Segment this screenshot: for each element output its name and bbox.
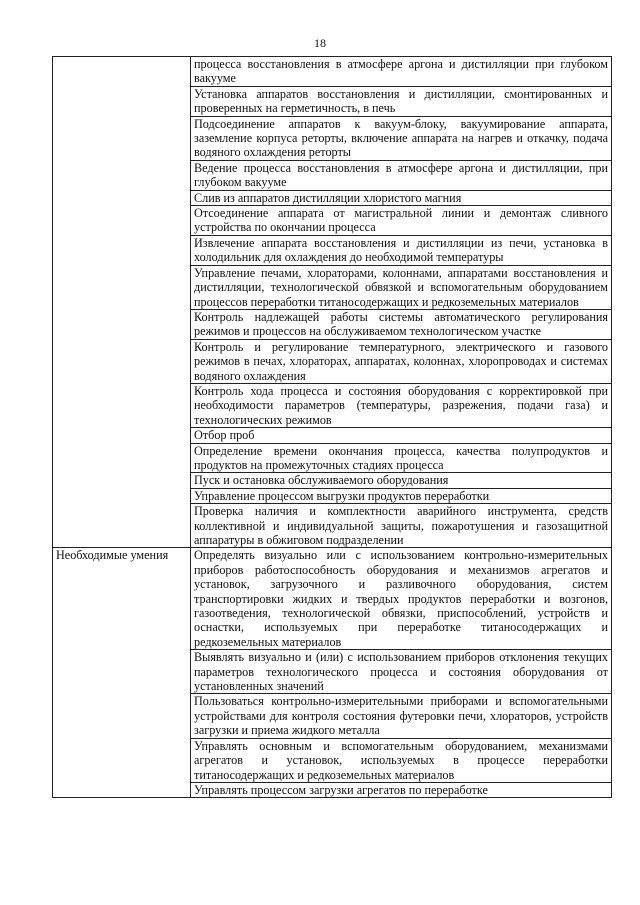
cell-text: Управлять процессом загрузки агрегатов по переработке [194, 782, 488, 797]
table-cell [191, 548, 612, 650]
section-label [53, 57, 191, 548]
table-cell [191, 473, 612, 488]
cell-text: Управление печами, хлораторами, колоннами, аппаратами восстановления и дистилляции, технологической обвязкой и вспомогательным оборудованием процессов переработки титаносодержащих и редкоземельных материалов [194, 265, 608, 309]
cell-text: Определение времени окончания процесса, качества полупродуктов и продуктов на промежуточных стадиях процесса [194, 443, 608, 472]
table-cell [191, 443, 612, 473]
cell-text: Проверка наличия и комплектности аварийного инструмента, средств коллективной и индивидуальной защиты, пожаротушения и газозащитной аппаратуры в обжиговом подразделении [194, 504, 608, 547]
table-cell [191, 309, 612, 339]
cell-text: Установка аппаратов восстановления и дистилляции, смонтированных и проверенных на герметичность, в печь [194, 86, 608, 116]
cell-text: Отбор проб [194, 428, 255, 443]
cell-text: Определять визуально или с использованием контрольно-измерительных приборов работоспособность оборудования и механизмов агрегатов и установок, загрузочного и разливочного оборудования, систем транспортировки жидких и твердых продуктов переработки и возгонов, газоотведения, технологической обвязки, приспособлений, устройств и оснастки, используемых при переработке титаносодержащих и редкоземельных материалов [194, 548, 608, 649]
cell-text: Пуск и остановка обслуживаемого оборудования [194, 473, 449, 488]
table-cell [191, 235, 612, 265]
page-number: 18 [314, 36, 326, 50]
table-cell [191, 160, 612, 190]
cell-text: Отсоединение аппарата от магистральной линии и демонтаж сливного устройства по окончании процесса [194, 206, 608, 235]
cell-text: Извлечение аппарата восстановления и дистилляции из печи, установка в холодильник для охлаждения до необходимой температуры [194, 235, 608, 265]
section-label: Необходимые умения [53, 548, 191, 798]
cell-text: Ведение процесса восстановления в атмосфере аргона и дистилляции, при глубоком вакууме [194, 160, 608, 190]
cell-text: Пользоваться контрольно-измерительными приборами и вспомогательными устройствами для контроля состояния футеровки печи, хлораторов, устройств загрузки и приема жидкого металла [194, 694, 608, 738]
table-cell [191, 116, 612, 160]
table-cell [191, 738, 612, 782]
cell-text: Контроль хода процесса и состояния оборудования с корректировкой при необходимости параметров (температуры, разрежения, подачи газа) и технологических режимов [194, 383, 608, 427]
table-cell [191, 650, 612, 694]
table-row [53, 548, 612, 650]
table-cell [191, 782, 612, 797]
table-cell [191, 383, 612, 427]
cell-text: Контроль надлежащей работы системы автоматического регулирования режимов и процессов на обслуживаемом технологическом участке [194, 309, 608, 339]
requirements-table-body [53, 57, 612, 798]
requirements-table [52, 56, 612, 798]
cell-text: Подсоединение аппаратов к вакуум-блоку, вакуумирование аппарата, заземление корпуса реторты, включение аппарата на нагрев и откачку, подача водяного охлаждения реторты [194, 116, 608, 160]
table-cell [191, 57, 612, 87]
table-cell [191, 428, 612, 443]
cell-text: процесса восстановления в атмосфере аргона и дистилляции при глубоком вакууме [194, 57, 608, 86]
cell-text: Выявлять визуально и (или) с использованием приборов отклонения текущих параметров технологического процесса и состояния оборудования от установленных значений [194, 650, 608, 694]
table-cell [191, 488, 612, 503]
table-cell [191, 339, 612, 383]
table-cell [191, 504, 612, 548]
table-cell [191, 694, 612, 738]
table-cell [191, 206, 612, 236]
cell-text: Управление процессом выгрузки продуктов переработки [194, 488, 490, 503]
table-row [53, 57, 612, 87]
table-cell [191, 190, 612, 205]
cell-text: Управлять основным и вспомогательным оборудованием, механизмами агрегатов и установок, используемых в процессе переработки титаносодержащих и редкоземельных материалов [194, 738, 608, 782]
cell-text: Слив из аппаратов дистилляции хлористого магния [194, 190, 462, 205]
table-cell [191, 86, 612, 116]
cell-text: Контроль и регулирование температурного, электрического и газового режимов в печах, хлораторах, аппаратах, колоннах, хлоропроводах и системах водяного охлаждения [194, 339, 608, 383]
table-cell [191, 265, 612, 309]
